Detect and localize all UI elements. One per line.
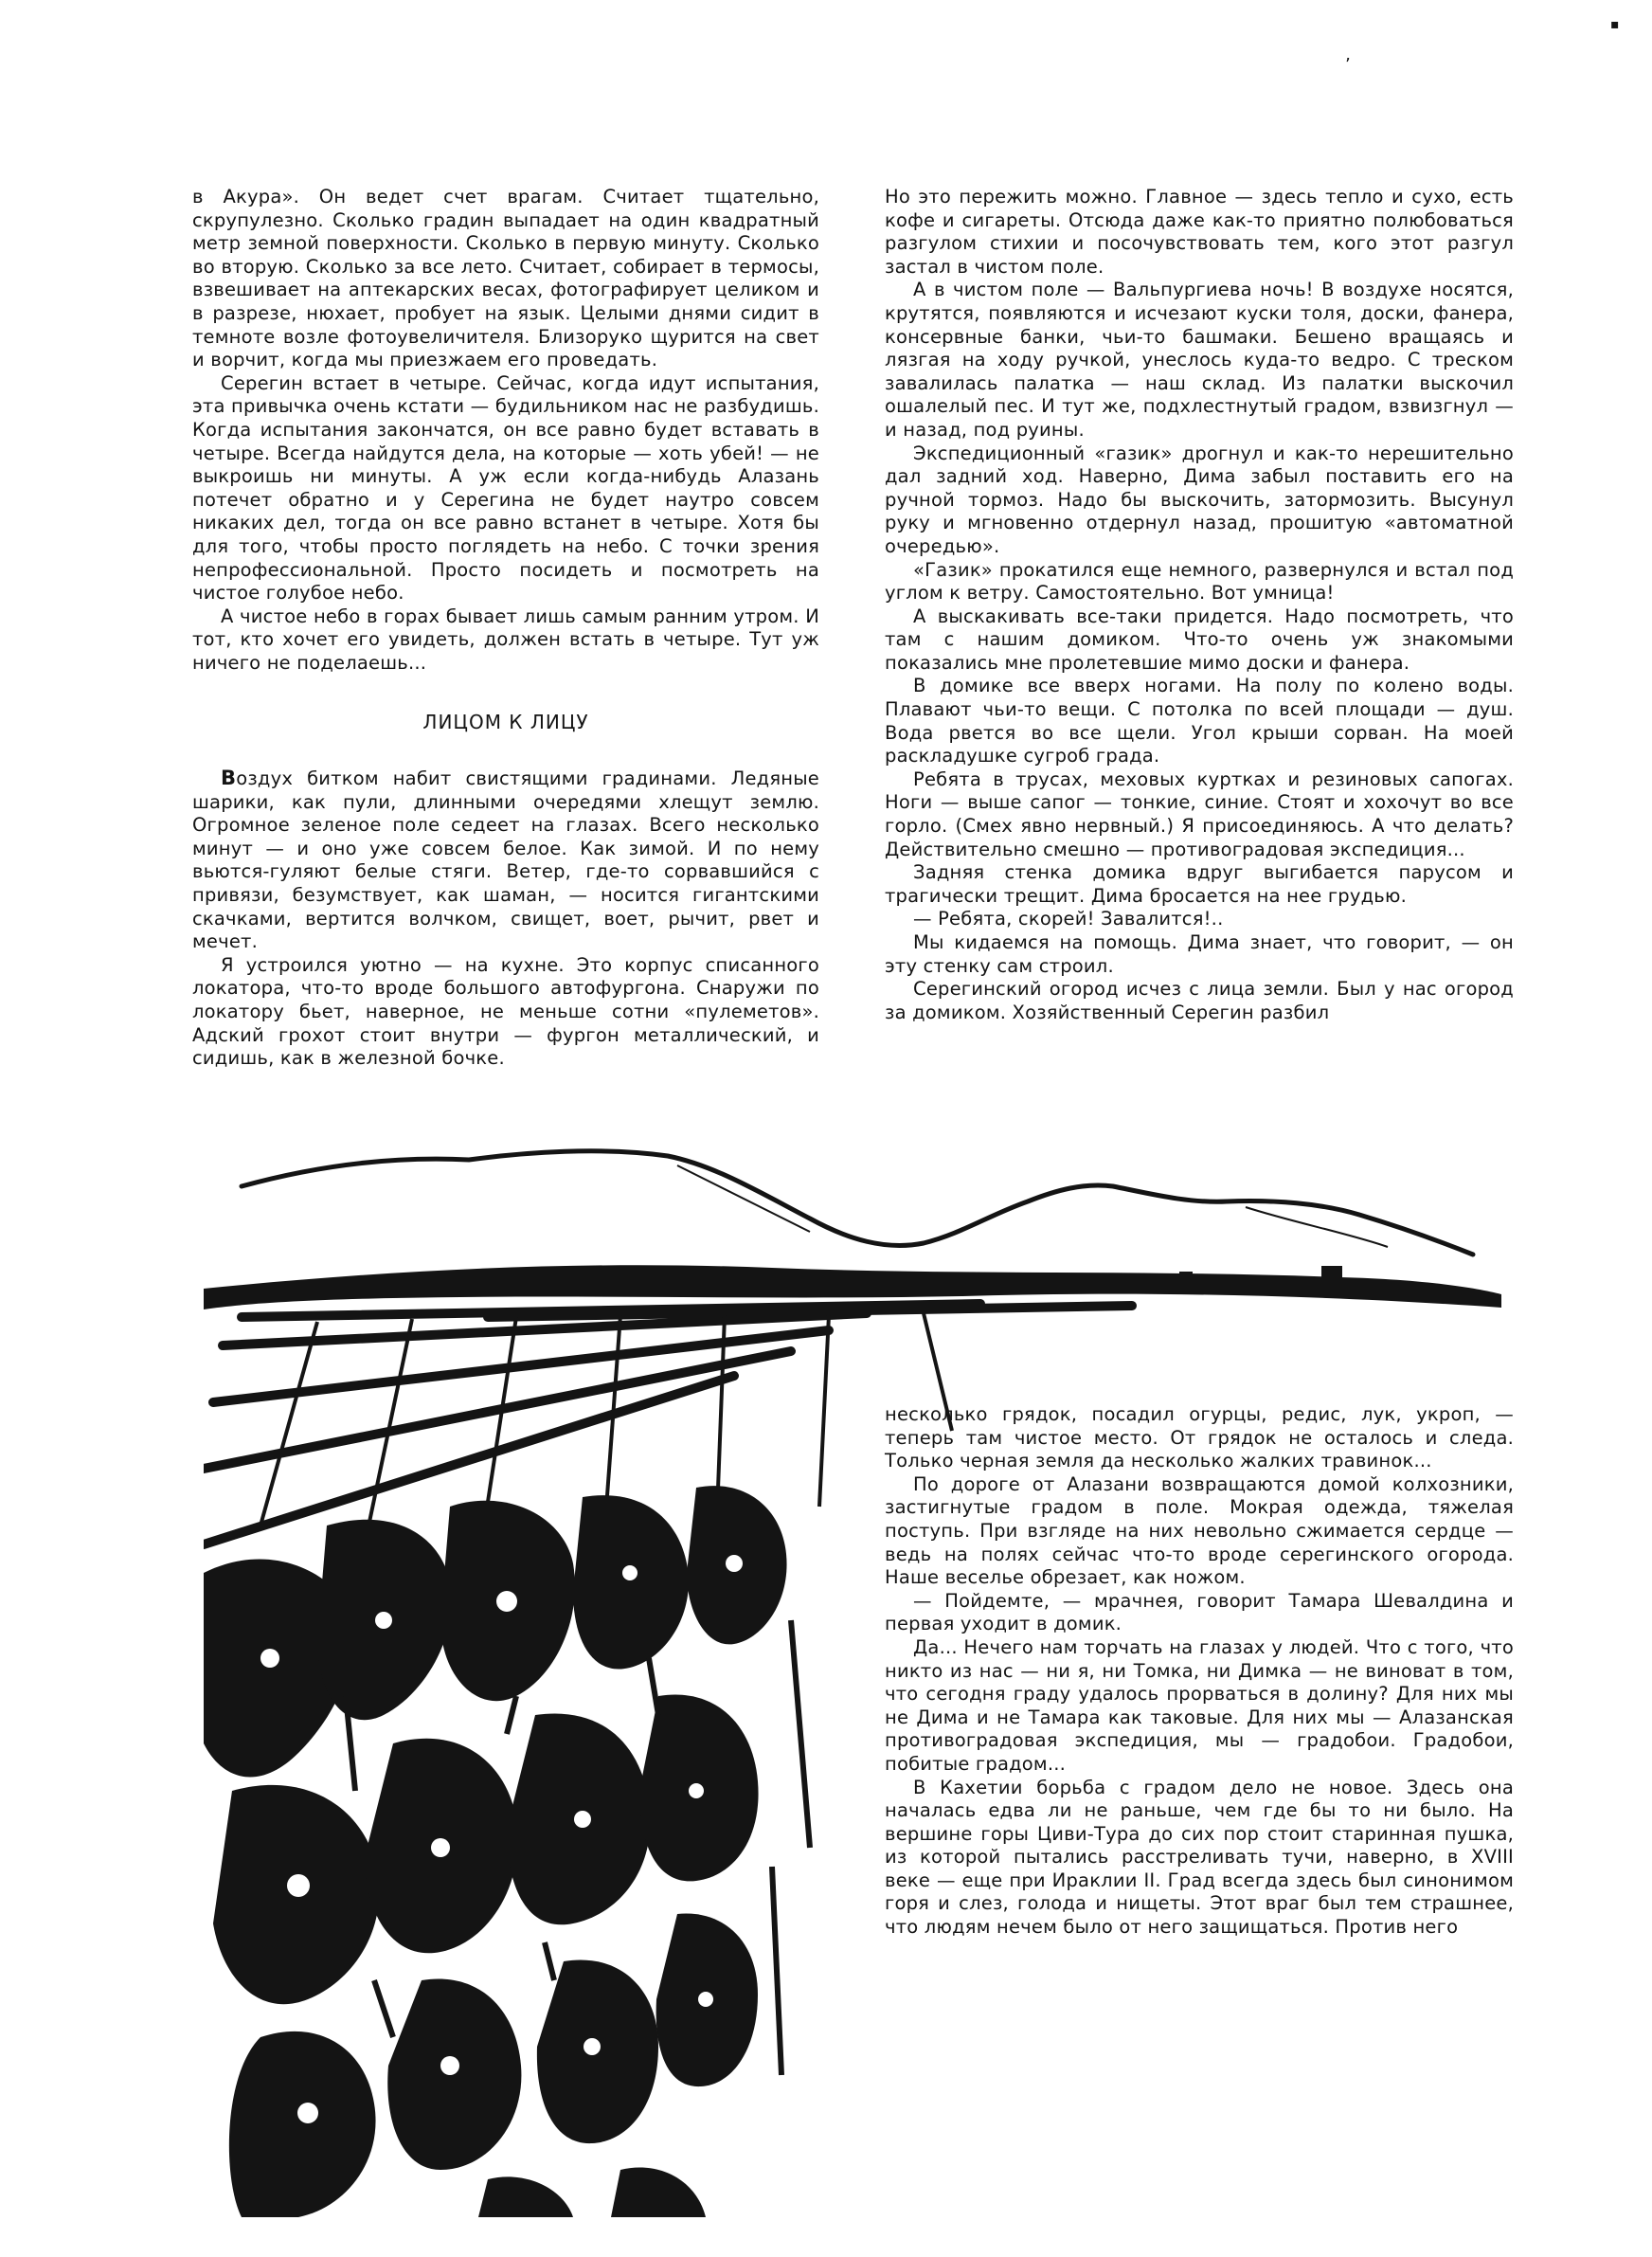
figure-silhouette bbox=[1179, 1272, 1193, 1291]
paragraph: Я устроился уютно — на кухне. Это корпус списанного локатора, что-то вроде большого автофургона. Снаружи по локатору бьет, наверное, не меньше сотни «пулеметов». Адский грохот стоит внутри — фургон металлический, и сидишь, как в железной бочке. bbox=[192, 953, 819, 1070]
paragraph: в Акура». Он ведет счет врагам. Считает тщательно, скрупулезно. Сколько градин выпадает на один квадратный метр земной поверхности. Сколько в первую минуту. Сколько во вторую. Сколько за все лето. Считает, собирает в термосы, взвешивает на аптекарских весах, фотографирует целиком и в разрезе, нюхает, пробует на язык. Целыми днями сидит в темноте возле фотоувеличителя. Близоруко щурится на свет и ворчит, когда мы приезжаем его проведать. bbox=[192, 186, 819, 371]
paragraph: Ребята в трусах, меховых куртках и резиновых сапогах. Ноги — выше сапог — тонкие, синие. Стоят и хохочут во все горло. (Смех явно нервный.) Я присоединяюсь. А что делать? Действительно смешно — противоградовая экспедиция... bbox=[885, 767, 1514, 860]
paragraph: А выскакивать все-таки придется. Надо посмотреть, что там с нашим домиком. Что-то очень уж знакомыми показались мне пролетевшие мимо доски и фанера. bbox=[885, 605, 1514, 674]
corner-dot-mark: ▪ bbox=[1610, 17, 1620, 32]
paragraph: А в чистом поле — Вальпургиева ночь! В воздухе носятся, крутятся, появляются и исчезают куски толя, доски, фанера, консервные банки, чьи-то башмаки. Бешено вращаясь и лязгая на ходу ручкой, унеслось куда-то ведро. С треском завалилась палатка — наш склад. Из палатки выскочил ошалелый пес. И тут же, подхлестнутый градом, взвизгнул — и назад, под руины. bbox=[885, 279, 1514, 441]
paragraph: Серегин встает в четыре. Сейчас, когда идут испытания, эта привычка очень кстати — будильником нас не разбудишь. Когда испытания закончатся, он все равно будет вставать в четыре. Всегда найдутся дела, на которые — хоть убей! — не выкроишь ни минуты. А уж если когда-нибудь Алазань потечет обратно и у Серегина не будет наутро совсем никаких дел, тогда он все равно встанет в четыре. Хотя бы для того, чтобы просто поглядеть на небо. С точки зрения непрофессиональной. Просто посидеть и посмотреть на чистое голубое небо. bbox=[192, 371, 819, 605]
paragraph: «Газик» прокатился еще немного, развернулся и встал под углом к ветру. Самостоятельно. Вот умница! bbox=[885, 558, 1514, 605]
paragraph: А чистое небо в горах бывает лишь самым ранним утром. И тот, кто хочет его увидеть, должен встать в четыре. Тут уж ничего не поделаешь... bbox=[192, 605, 819, 674]
paragraph-text: оздух битком набит свистящими градинами. Ледяные шарики, как пули, длинными очередями хлещут землю. Огромное зеленое поле седеет на глазах. Всего несколько минут — и оно уже совсем белое. Как зимой. И по нему вьются-гуляют белые стяги. Ветер, где-то сорвавшийся с привязи, безумствует, как шаман, — носится гигантскими скачками, вертится волчком, свищет, воет, рычит, рвет и мечет. bbox=[192, 767, 819, 953]
paragraph: Но это пережить можно. Главное — здесь тепло и сухо, есть кофе и сигареты. Отсюда даже как-то приятно полюбоваться разгулом стихии и посочувствовать тем, кого этот разгул застал в чистом поле. bbox=[885, 186, 1514, 278]
tick-mark: ’ bbox=[1345, 55, 1351, 75]
section-heading: ЛИЦОМ К ЛИЦУ bbox=[422, 711, 589, 734]
paragraph: — Пойдемте, — мрачнея, говорит Тамара Шевалдина и первая уходит в домик. bbox=[885, 1589, 1514, 1635]
paragraph: В Кахетии борьба с градом дело не новое. Здесь она началась едва ли не раньше, чем где бы то ни было. На вершине горы Циви-Тура до сих пор стоит старинная пушка, из которой пытались расстреливать тучи, наверно, в XVIII веке — еще при Ираклии II. Град всегда здесь был синонимом горя и слез, голода и нищеты. Этот враг был тем страшнее, что людям нечем было от него защищаться. Против него bbox=[885, 1776, 1514, 1939]
paragraph: — Ребята, скорей! Завалится!.. bbox=[913, 908, 1224, 930]
paragraph: В домике все вверх ногами. На полу по колено воды. Плавают чьи-то вещи. С потолка по всей площади — душ. Вода рвется во все щели. Угол крыши сорван. На моей раскладушке сугроб града. bbox=[885, 675, 1514, 767]
drop-cap: В bbox=[221, 767, 237, 790]
paragraph: Да... Нечего нам торчать на глазах у людей. Что с того, что никто из нас — ни я, ни Томка, ни Димка — не виноват в том, что сегодня граду удалось прорваться в долину? Для них мы не Дима и не Тамара как таковые. Для них мы — Алазанская противоградовая экспедиция, мы — градобои. Градобои, побитые градом... bbox=[885, 1635, 1514, 1775]
bottom-right-column bbox=[885, 1403, 1514, 1940]
paragraph: Мы кидаемся на помощь. Дима знает, что говорит, — он эту стенку сам строил. bbox=[885, 931, 1514, 977]
right-column bbox=[885, 186, 1514, 1024]
figure-silhouette bbox=[1321, 1266, 1342, 1292]
crop-masses bbox=[204, 1486, 787, 2217]
paragraph: несколько грядок, посадил огурцы, редис, лук, укроп, — теперь там чистое место. От грядок не осталось и следа. Только черная земля да несколько жалких травинок... bbox=[885, 1403, 1514, 1472]
paragraph: Экспедиционный «газик» дрогнул и как-то нерешительно дал задний ход. Наверно, Дима забыл поставить его на ручной тормоз. Надо бы выскочить, затормозить. Высунул руку и мгновенно отдернул назад, прошитую «автоматной очередью». bbox=[885, 442, 1514, 557]
paragraph: Серегинский огород исчез с лица земли. Был у нас огород за домиком. Хозяйственный Серегин разбил bbox=[885, 978, 1514, 1023]
left-column bbox=[192, 186, 819, 1071]
paragraph: Задняя стенка домика вдруг выгибается парусом и трагически трещит. Дима бросается на нее грудью. bbox=[885, 861, 1514, 907]
mountain-ridge bbox=[242, 1151, 1473, 1255]
section-first-paragraph bbox=[192, 767, 819, 954]
paragraph: По дороге от Алазани возвращаются домой колхозники, застигнутые градом в поле. Мокрая одежда, тяжелая поступь. При взгляде на них невольно сжимается сердце — ведь на полях сейчас что-то вроде серегинского огорода. Наше веселье обрезает, как ножом. bbox=[885, 1472, 1514, 1589]
